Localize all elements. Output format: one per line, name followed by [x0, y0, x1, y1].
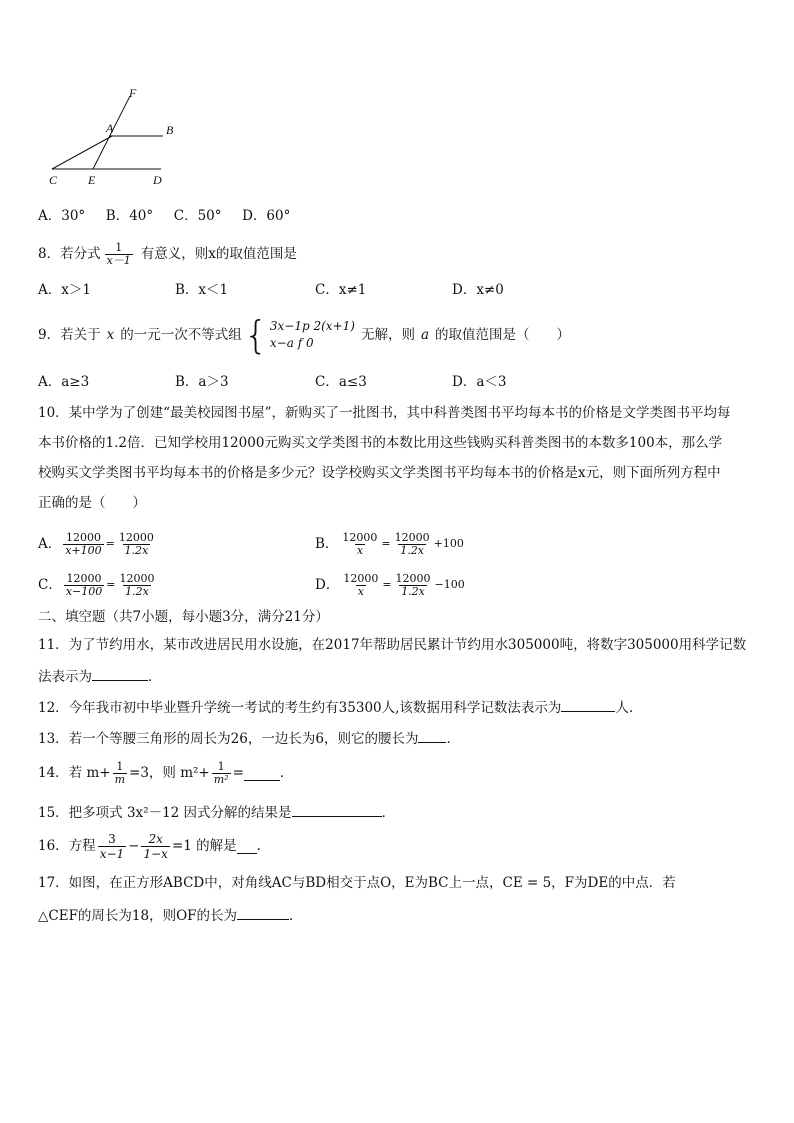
q10-option-d[interactable] [315, 569, 465, 601]
q10-c-eq: = [106, 578, 116, 591]
q10-b-num1: 12000 [342, 530, 378, 544]
q10-d-den1: x [357, 584, 364, 598]
q7-option-d[interactable]: D．60° [242, 208, 291, 224]
q12-answer-blank[interactable] [561, 697, 615, 712]
q9-var-a: a [420, 327, 430, 343]
q8-stem [38, 237, 297, 271]
q10-c-num1: 12000 [66, 571, 102, 585]
q15-answer-blank[interactable] [292, 802, 382, 817]
q13-pre: 13．若一个等腰三角形的周长为26，一边长为6，则它的腰长为 [38, 731, 419, 747]
q10-option-b-label: B． [315, 536, 339, 552]
q10-b-den1: x [356, 543, 364, 557]
q15-pre: 15．把多项式 3x²－12 因式分解的结果是 [38, 805, 292, 821]
q9-brace-icon: { [243, 313, 268, 357]
q10-a-num1: 12000 [65, 530, 101, 544]
q9-option-c[interactable]: C．a≤3 [315, 374, 367, 390]
label-c: C [49, 173, 58, 187]
section-2-title: 二、填空题（共7小题，每小题3分，满分21分） [38, 609, 329, 625]
q10-b-tail: +100 [433, 537, 464, 550]
q10-option-c[interactable] [38, 569, 158, 601]
q7-option-b[interactable]: B．40° [105, 208, 154, 224]
q13 [38, 728, 460, 748]
q16-den1: x−1 [99, 846, 125, 861]
q10-a-eq: = [105, 537, 115, 550]
q14-num1: 1 [116, 759, 124, 773]
q17-line-1: 17．如图，在正方形ABCD中，对角线AC与BD相交于点O，E为BC上一点，CE = 5，F为DE的中点．若 [38, 875, 676, 891]
q16-num1: 3 [108, 831, 116, 846]
q11-answer-blank[interactable] [92, 666, 148, 681]
q9-stem-mid: 的一元一次不等式组 [120, 327, 242, 343]
q10-a-num2: 12000 [118, 530, 154, 544]
q9-stem-post: 无解，则 [360, 327, 415, 343]
q10-line-1: 10．某中学为了创建“最美校园图书屋”，新购买了一批图书，其中科普类图书平均每本书的价格是文学类图书平均每 [38, 405, 731, 421]
line-ca [52, 136, 112, 169]
q9-option-a[interactable]: A．a≥3 [38, 374, 90, 390]
label-f: F [129, 86, 137, 100]
q9-inequality-system [243, 313, 355, 357]
q16-post: . [256, 838, 261, 854]
q15 [38, 802, 395, 822]
q14-num2: 1 [217, 759, 225, 773]
q14-den1: m [114, 772, 126, 786]
q14-answer-blank[interactable] [244, 766, 280, 781]
q8-option-a[interactable]: A．x＞1 [38, 282, 91, 298]
q15-post: ． [381, 805, 396, 821]
q13-post: ． [446, 731, 460, 747]
q9-stem-pre: 9．若关于 [38, 327, 101, 343]
q16-answer-blank[interactable] [237, 839, 257, 854]
q10-b-den2: 1.2x [400, 543, 424, 557]
q14-pre: 14．若 m+ [38, 765, 111, 781]
q7-options [38, 207, 290, 225]
q8-option-b[interactable]: B．x＜1 [175, 282, 229, 298]
label-a: A [106, 121, 114, 135]
q9-row-1: 3x−1p 2(x+1) [269, 319, 355, 333]
q10-option-d-label: D． [315, 577, 340, 593]
q9-stem-end: 的取值范围是（ ） [435, 327, 571, 343]
q10-option-c-label: C． [38, 577, 62, 593]
q10-a-den1: x+100 [65, 543, 102, 557]
q7-option-c[interactable]: C．50° [173, 208, 222, 224]
q16 [38, 826, 261, 866]
q16-pre: 16．方程 [38, 838, 96, 854]
q17-line-2-post: ． [289, 908, 303, 924]
q16-den2: 1−x [143, 846, 168, 861]
q10-option-a-label: A． [38, 536, 62, 552]
q11-line-2 [38, 666, 162, 686]
q10-line-2: 本书价格的1.2倍．已知学校用12000元购买文学类图书的本数比用这些钱购买科普类图书的本数多100本，那么学 [38, 435, 723, 451]
q17-line-2 [38, 905, 303, 925]
q8-fraction [105, 242, 133, 267]
q14-eq: = [232, 765, 244, 781]
label-d: D [153, 173, 162, 187]
q10-d-num2: 12000 [395, 571, 431, 585]
q8-frac-num: 1 [115, 240, 123, 254]
q9-option-b[interactable]: B．a＞3 [175, 374, 229, 390]
q10-d-tail: −100 [434, 578, 465, 591]
q16-minus: − [128, 838, 140, 854]
q10-b-eq: = [381, 537, 391, 550]
q9-option-d[interactable]: D．a＜3 [452, 374, 507, 390]
q10-d-den2: 1.2x [401, 584, 425, 598]
q14-mid: =3，则 m²+ [129, 765, 210, 781]
q10-line-3: 校购买文学类图书平均每本书的价格是多少元？设学校购买文学类图书平均每本书的价格是x元，则下面所列方程中 [38, 465, 721, 481]
label-b: B [166, 123, 174, 137]
q10-c-den1: x−100 [65, 584, 103, 598]
q12 [38, 697, 633, 717]
q12-post: 人. [615, 700, 634, 716]
q8-stem-pre: 8．若分式 [38, 246, 101, 262]
geometry-figure [40, 84, 180, 190]
q9-row-2: x−a f 0 [269, 336, 314, 350]
q10-c-num2: 12000 [119, 571, 155, 585]
q9-var-x: x [106, 327, 115, 343]
q12-pre: 12．今年我市初中毕业暨升学统一考试的考生约有35300人,该数据用科学记数法表示为 [38, 700, 562, 716]
q8-option-d[interactable]: D．x≠0 [452, 282, 504, 298]
q11-line-2-post: ． [148, 669, 162, 685]
q14-den2: m² [213, 772, 229, 786]
q10-b-num2: 12000 [394, 530, 430, 544]
q8-stem-post: 有意义，则x的取值范围是 [140, 246, 297, 262]
q17-answer-blank[interactable] [237, 905, 289, 920]
q16-mid: =1 的解是 [171, 838, 237, 854]
q10-d-eq: = [382, 578, 392, 591]
q14-post: ． [279, 765, 294, 781]
q10-a-den2: 1.2x [124, 543, 149, 557]
q10-option-a[interactable] [38, 528, 158, 560]
q8-frac-den: x－1 [106, 253, 131, 267]
q13-answer-blank[interactable] [418, 728, 446, 743]
label-e: E [88, 173, 96, 187]
q7-option-a[interactable]: A．30° [38, 208, 86, 224]
q9-stem [38, 312, 570, 358]
q10-option-b[interactable] [315, 528, 464, 560]
q11-line-2-pre: 法表示为 [38, 669, 92, 685]
q10-line-4: 正确的是（ ） [38, 495, 146, 511]
q10-d-num1: 12000 [343, 571, 379, 585]
q11-line-1: 11．为了节约用水，某市改进居民用水设施，在2017年帮助居民累计节约用水305000吨，将数字305000用科学记数 [38, 637, 747, 653]
q16-num2: 2x [148, 831, 163, 846]
q10-c-den2: 1.2x [125, 584, 149, 598]
q8-option-c[interactable]: C．x≠1 [315, 282, 367, 298]
q17-line-2-pre: △CEF的周长为18，则OF的长为 [38, 908, 238, 924]
q14 [38, 754, 293, 792]
